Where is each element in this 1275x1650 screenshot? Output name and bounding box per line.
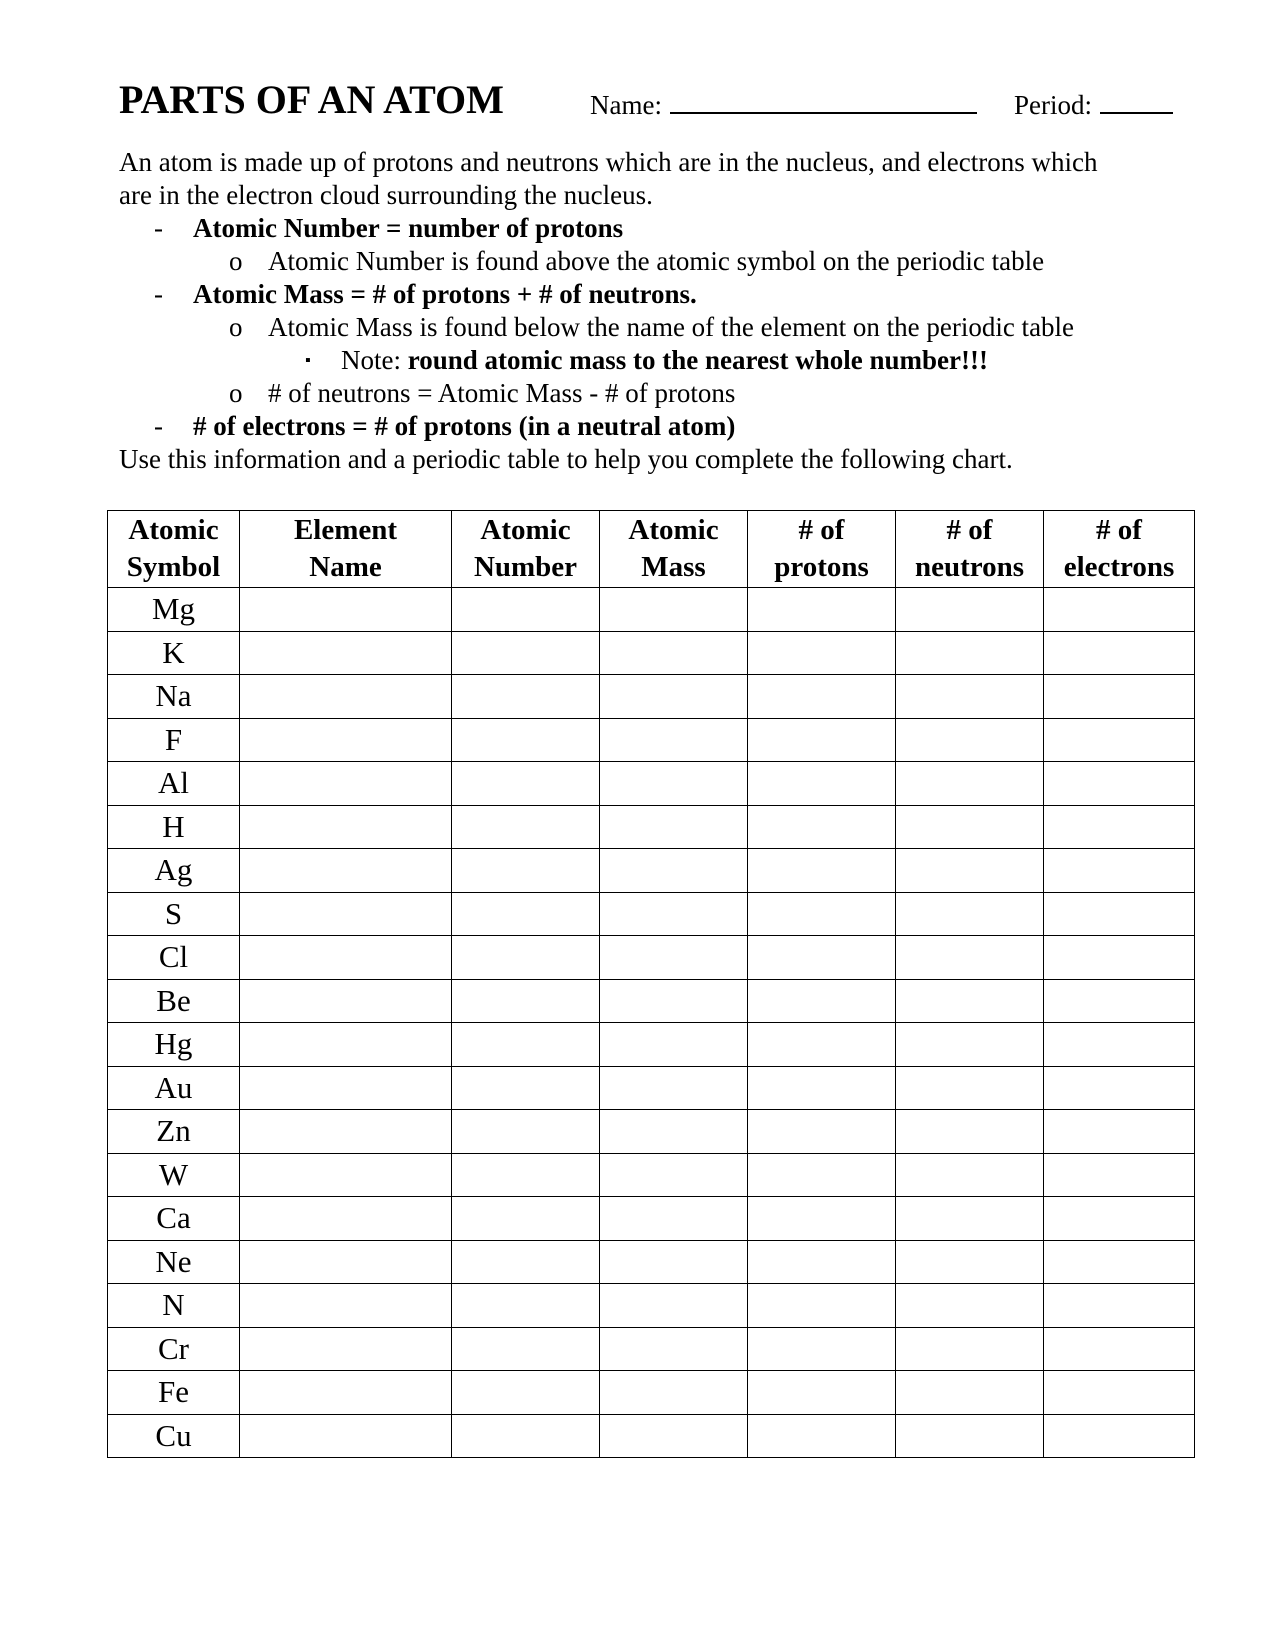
- square-bullet-icon: ▪: [305, 352, 311, 369]
- atomic-symbol-cell: Ag: [108, 849, 240, 893]
- table-row: [108, 1153, 1195, 1197]
- atomic-number-cell[interactable]: [452, 979, 600, 1023]
- atomic-mass-cell[interactable]: [600, 631, 748, 675]
- electrons-cell[interactable]: [1044, 718, 1195, 762]
- atomic-symbol-cell: S: [108, 892, 240, 936]
- table-row: [108, 849, 1195, 893]
- circle-bullet-icon: o: [229, 312, 243, 342]
- atomic-symbol-cell: Ca: [108, 1197, 240, 1241]
- column-header-electrons: # of electrons: [1044, 511, 1195, 588]
- worksheet-header: [119, 78, 1179, 128]
- column-header-element-name: Element Name: [240, 511, 452, 588]
- atomic-mass-cell[interactable]: [600, 718, 748, 762]
- bullet-atomic-number: [119, 212, 1199, 245]
- neutrons-cell[interactable]: [896, 718, 1044, 762]
- intro-line-2: are in the electron cloud surrounding the nucleus.: [119, 180, 653, 210]
- atomic-symbol-cell: F: [108, 718, 240, 762]
- atomic-number-cell[interactable]: [452, 849, 600, 893]
- protons-cell[interactable]: [748, 1153, 896, 1197]
- electrons-cell[interactable]: [1044, 849, 1195, 893]
- protons-cell[interactable]: [748, 1066, 896, 1110]
- table-row: [108, 1197, 1195, 1241]
- sub-bullet-text: # of neutrons = Atomic Mass - # of protons: [268, 378, 736, 408]
- name-label: Name:: [590, 90, 662, 120]
- atomic-symbol-cell: Au: [108, 1066, 240, 1110]
- atomic-number-cell[interactable]: [452, 1153, 600, 1197]
- atomic-number-cell[interactable]: [452, 1023, 600, 1067]
- atomic-number-cell[interactable]: [452, 1327, 600, 1371]
- table-row: [108, 631, 1195, 675]
- bullet-atomic-mass: [119, 278, 1199, 311]
- table-row: [108, 762, 1195, 806]
- instructions-body: [119, 146, 1199, 476]
- electrons-cell[interactable]: [1044, 1197, 1195, 1241]
- table-row: [108, 979, 1195, 1023]
- table-row: [108, 936, 1195, 980]
- sub-bullet-text: Atomic Number is found above the atomic symbol on the periodic table: [268, 246, 1045, 276]
- element-name-cell[interactable]: [240, 979, 452, 1023]
- neutrons-cell[interactable]: [896, 1066, 1044, 1110]
- neutrons-cell[interactable]: [896, 805, 1044, 849]
- electrons-cell[interactable]: [1044, 1110, 1195, 1154]
- table-row: [108, 588, 1195, 632]
- protons-cell[interactable]: [748, 1327, 896, 1371]
- column-header-atomic-mass: Atomic Mass: [600, 511, 748, 588]
- element-name-cell[interactable]: [240, 892, 452, 936]
- atomic-number-cell[interactable]: [452, 805, 600, 849]
- protons-cell[interactable]: [748, 1371, 896, 1415]
- header-row: [108, 511, 1195, 588]
- electrons-cell[interactable]: [1044, 1240, 1195, 1284]
- atomic-number-cell[interactable]: [452, 1066, 600, 1110]
- page-title: PARTS OF AN ATOM: [119, 77, 504, 122]
- electrons-cell[interactable]: [1044, 936, 1195, 980]
- atomic-mass-cell[interactable]: [600, 849, 748, 893]
- name-blank-line[interactable]: [670, 88, 977, 114]
- neutrons-cell[interactable]: [896, 762, 1044, 806]
- sub-bullet-text: Atomic Mass is found below the name of the element on the periodic table: [268, 312, 1075, 342]
- atomic-symbol-cell: W: [108, 1153, 240, 1197]
- element-name-cell[interactable]: [240, 718, 452, 762]
- atomic-symbol-cell: N: [108, 1284, 240, 1328]
- atomic-mass-cell[interactable]: [600, 762, 748, 806]
- period-label: Period:: [1014, 90, 1092, 120]
- atomic-symbol-cell: Cr: [108, 1327, 240, 1371]
- atomic-mass-cell[interactable]: [600, 588, 748, 632]
- electrons-cell[interactable]: [1044, 1327, 1195, 1371]
- protons-cell[interactable]: [748, 979, 896, 1023]
- element-name-cell[interactable]: [240, 1327, 452, 1371]
- neutrons-cell[interactable]: [896, 1023, 1044, 1067]
- protons-cell[interactable]: [748, 1110, 896, 1154]
- element-name-cell[interactable]: [240, 1240, 452, 1284]
- column-header-neutrons: # of neutrons: [896, 511, 1044, 588]
- electrons-cell[interactable]: [1044, 1023, 1195, 1067]
- column-header-protons: # of protons: [748, 511, 896, 588]
- neutrons-cell[interactable]: [896, 1414, 1044, 1458]
- neutrons-cell[interactable]: [896, 979, 1044, 1023]
- atom-chart: [107, 510, 1195, 1458]
- period-field: [1014, 88, 1173, 120]
- protons-cell[interactable]: [748, 588, 896, 632]
- atomic-number-cell[interactable]: [452, 1414, 600, 1458]
- note-label: Note:: [341, 345, 401, 375]
- neutrons-cell[interactable]: [896, 1197, 1044, 1241]
- sub-bullet-atomic-number: [119, 245, 1199, 278]
- atomic-number-cell[interactable]: [452, 675, 600, 719]
- neutrons-cell[interactable]: [896, 1284, 1044, 1328]
- atomic-number-cell[interactable]: [452, 762, 600, 806]
- note-bullet: [119, 344, 1199, 377]
- period-blank-line[interactable]: [1100, 88, 1173, 114]
- electrons-cell[interactable]: [1044, 1371, 1195, 1415]
- protons-cell[interactable]: [748, 849, 896, 893]
- table-row: [108, 892, 1195, 936]
- instruction-line: Use this information and a periodic table to help you complete the following chart.: [119, 444, 1013, 474]
- dash-bullet-icon: -: [154, 213, 163, 243]
- atomic-number-cell[interactable]: [452, 936, 600, 980]
- element-name-cell[interactable]: [240, 1197, 452, 1241]
- note-text: round atomic mass to the nearest whole number!!!: [407, 345, 988, 375]
- neutrons-cell[interactable]: [896, 1240, 1044, 1284]
- neutrons-cell[interactable]: [896, 1327, 1044, 1371]
- element-name-cell[interactable]: [240, 762, 452, 806]
- neutrons-cell[interactable]: [896, 675, 1044, 719]
- element-name-cell[interactable]: [240, 1153, 452, 1197]
- atomic-mass-cell[interactable]: [600, 1414, 748, 1458]
- neutrons-cell[interactable]: [896, 892, 1044, 936]
- element-name-cell[interactable]: [240, 1023, 452, 1067]
- element-name-cell[interactable]: [240, 588, 452, 632]
- atomic-symbol-cell: Cl: [108, 936, 240, 980]
- protons-cell[interactable]: [748, 762, 896, 806]
- atomic-mass-cell[interactable]: [600, 675, 748, 719]
- atomic-symbol-cell: Be: [108, 979, 240, 1023]
- atomic-number-cell[interactable]: [452, 892, 600, 936]
- table-row: [108, 805, 1195, 849]
- atomic-symbol-cell: Al: [108, 762, 240, 806]
- electrons-cell[interactable]: [1044, 1414, 1195, 1458]
- circle-bullet-icon: o: [229, 246, 243, 276]
- table-row: [108, 1371, 1195, 1415]
- element-name-cell[interactable]: [240, 631, 452, 675]
- atomic-number-cell[interactable]: [452, 1197, 600, 1241]
- intro-line-1: An atom is made up of protons and neutrons which are in the nucleus, and electrons which: [119, 147, 1098, 177]
- atomic-mass-cell[interactable]: [600, 805, 748, 849]
- neutrons-cell[interactable]: [896, 849, 1044, 893]
- protons-cell[interactable]: [748, 936, 896, 980]
- neutrons-cell[interactable]: [896, 1110, 1044, 1154]
- electrons-cell[interactable]: [1044, 1153, 1195, 1197]
- element-name-cell[interactable]: [240, 675, 452, 719]
- protons-cell[interactable]: [748, 805, 896, 849]
- chart-body: [108, 588, 1195, 1458]
- dash-bullet-icon: -: [154, 279, 163, 309]
- atomic-symbol-cell: Na: [108, 675, 240, 719]
- protons-cell[interactable]: [748, 1240, 896, 1284]
- atomic-mass-cell[interactable]: [600, 1284, 748, 1328]
- element-name-cell[interactable]: [240, 1371, 452, 1415]
- atomic-number-cell[interactable]: [452, 1284, 600, 1328]
- protons-cell[interactable]: [748, 1197, 896, 1241]
- table-row: [108, 1284, 1195, 1328]
- protons-cell[interactable]: [748, 1023, 896, 1067]
- atomic-mass-cell[interactable]: [600, 892, 748, 936]
- sub-bullet-atomic-mass: [119, 311, 1199, 344]
- column-header-atomic-number: Atomic Number: [452, 511, 600, 588]
- name-field: [590, 88, 977, 120]
- table-row: [108, 1023, 1195, 1067]
- element-name-cell[interactable]: [240, 1284, 452, 1328]
- atomic-symbol-cell: Zn: [108, 1110, 240, 1154]
- element-name-cell[interactable]: [240, 936, 452, 980]
- atomic-mass-cell[interactable]: [600, 979, 748, 1023]
- atomic-mass-cell[interactable]: [600, 1153, 748, 1197]
- protons-cell[interactable]: [748, 892, 896, 936]
- element-name-cell[interactable]: [240, 1066, 452, 1110]
- electrons-cell[interactable]: [1044, 588, 1195, 632]
- bullet-text: # of electrons = # of protons (in a neutral atom): [193, 411, 736, 441]
- atomic-mass-cell[interactable]: [600, 1197, 748, 1241]
- neutrons-cell[interactable]: [896, 631, 1044, 675]
- dash-bullet-icon: -: [154, 411, 163, 441]
- atomic-symbol-cell: H: [108, 805, 240, 849]
- electrons-cell[interactable]: [1044, 979, 1195, 1023]
- electrons-cell[interactable]: [1044, 805, 1195, 849]
- atomic-number-cell[interactable]: [452, 588, 600, 632]
- atomic-symbol-cell: Mg: [108, 588, 240, 632]
- element-name-cell[interactable]: [240, 805, 452, 849]
- atomic-mass-cell[interactable]: [600, 1371, 748, 1415]
- atomic-mass-cell[interactable]: [600, 1240, 748, 1284]
- atomic-number-cell[interactable]: [452, 1371, 600, 1415]
- protons-cell[interactable]: [748, 1414, 896, 1458]
- atomic-symbol-cell: Ne: [108, 1240, 240, 1284]
- bullet-text: Atomic Number = number of protons: [193, 213, 624, 243]
- atomic-mass-cell[interactable]: [600, 1066, 748, 1110]
- table-row: [108, 1066, 1195, 1110]
- table-row: [108, 1414, 1195, 1458]
- bullet-text: Atomic Mass = # of protons + # of neutrons.: [193, 279, 697, 309]
- atomic-number-cell[interactable]: [452, 1110, 600, 1154]
- table-row: [108, 675, 1195, 719]
- element-name-cell[interactable]: [240, 849, 452, 893]
- element-name-cell[interactable]: [240, 1110, 452, 1154]
- protons-cell[interactable]: [748, 718, 896, 762]
- atomic-mass-cell[interactable]: [600, 936, 748, 980]
- atomic-mass-cell[interactable]: [600, 1023, 748, 1067]
- protons-cell[interactable]: [748, 675, 896, 719]
- electrons-cell[interactable]: [1044, 631, 1195, 675]
- atomic-symbol-cell: Hg: [108, 1023, 240, 1067]
- column-header-atomic-symbol: Atomic Symbol: [108, 511, 240, 588]
- electrons-cell[interactable]: [1044, 1066, 1195, 1110]
- neutrons-cell[interactable]: [896, 588, 1044, 632]
- table-row: [108, 1240, 1195, 1284]
- atomic-number-cell[interactable]: [452, 631, 600, 675]
- element-name-cell[interactable]: [240, 1414, 452, 1458]
- electrons-cell[interactable]: [1044, 762, 1195, 806]
- atomic-symbol-cell: Fe: [108, 1371, 240, 1415]
- electrons-cell[interactable]: [1044, 892, 1195, 936]
- atomic-symbol-cell: Cu: [108, 1414, 240, 1458]
- protons-cell[interactable]: [748, 1284, 896, 1328]
- protons-cell[interactable]: [748, 631, 896, 675]
- neutrons-cell[interactable]: [896, 1153, 1044, 1197]
- atomic-number-cell[interactable]: [452, 718, 600, 762]
- neutrons-cell[interactable]: [896, 936, 1044, 980]
- sub-bullet-neutrons: [119, 377, 1199, 410]
- atomic-number-cell[interactable]: [452, 1240, 600, 1284]
- atomic-symbol-cell: K: [108, 631, 240, 675]
- table-row: [108, 1110, 1195, 1154]
- atomic-mass-cell[interactable]: [600, 1110, 748, 1154]
- neutrons-cell[interactable]: [896, 1371, 1044, 1415]
- atomic-mass-cell[interactable]: [600, 1327, 748, 1371]
- table-row: [108, 1327, 1195, 1371]
- electrons-cell[interactable]: [1044, 675, 1195, 719]
- bullet-electrons: [119, 410, 1199, 443]
- table-row: [108, 718, 1195, 762]
- circle-bullet-icon: o: [229, 378, 243, 408]
- electrons-cell[interactable]: [1044, 1284, 1195, 1328]
